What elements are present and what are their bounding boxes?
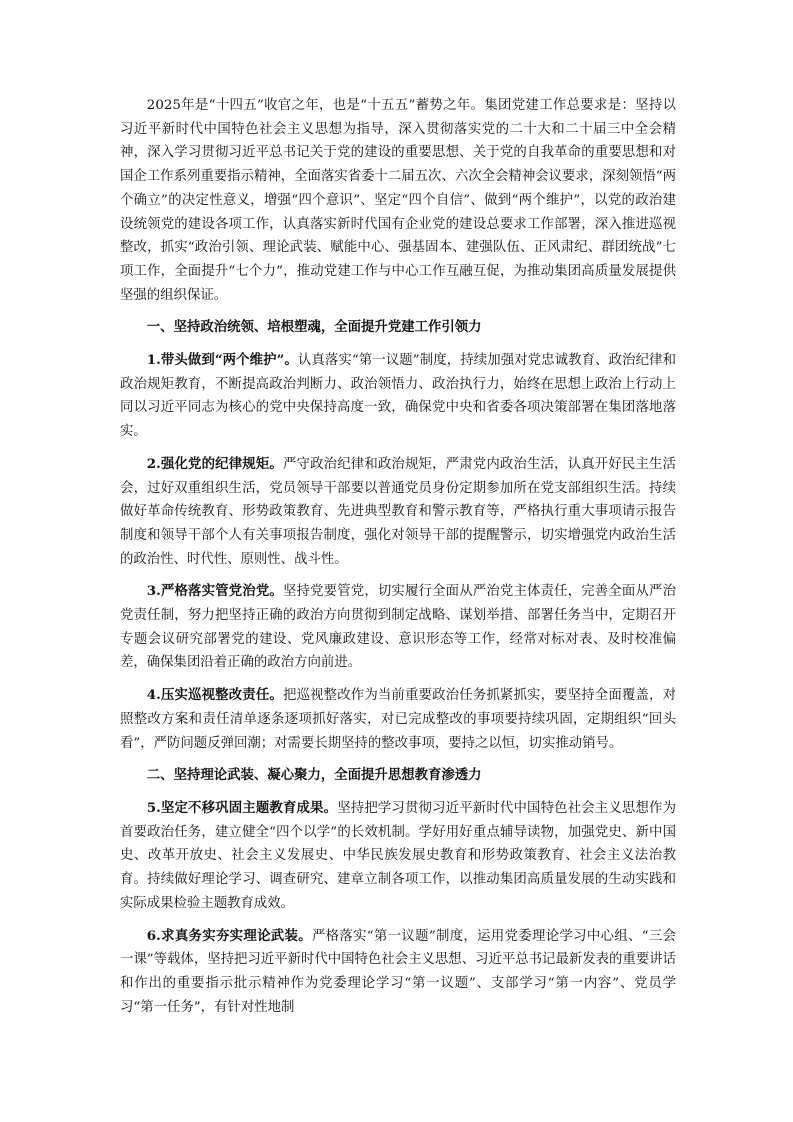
item-body-4: 把巡视整改作为当前重要政治任务抓紧抓实，要坚持全面覆盖，对照整改方案和责任清单逐条逐项抓好落实，对已完成整改的事项要持续巩固，定期组织“回头看”，严防问题反弹回潮；对需要长期坚持的整改事项，要持之以恒，切实推动销号。 <box>120 688 676 751</box>
section-heading-2: 二、坚持理论武装、凝心聚力，全面提升思想教育渗透力 <box>146 767 482 784</box>
item-title-6: 6.求真务实夯实理论武装。 <box>146 927 312 944</box>
item-title-2: 2.强化党的纪律规矩。 <box>146 455 283 472</box>
item-paragraph-2 <box>120 453 676 572</box>
item-title-4: 4.压实巡视整改责任。 <box>146 687 283 704</box>
item-body-1: 认真落实“第一议题”制度，持续加强对党忠诚教育、政治纪律和政治规矩教育，不断提高政治判断力、政治领悟力、政治执行力，始终在思想上政治上行动上同以习近平同志为核心的党中央保持高度一致，确保党中央和省委各项决策部署在集团落地落实。 <box>120 353 676 440</box>
item-paragraph-6 <box>120 925 676 1020</box>
item-body-3: 坚持党要管党，切实履行全面从严治党主体责任，完善全面从严治党责任制，努力把坚持正确的政治方向贯彻到制定战略、谋划举措、部署任务当中，定期召开专题会议研究部署党的建设、党风廉政建设、意识形态等工作，经常对标对表、及时校准偏差，确保集团沿着正确的政治方向前进。 <box>120 584 676 671</box>
item-paragraph-5 <box>120 797 676 916</box>
item-title-5: 5.坚定不移巩固主题教育成果。 <box>146 799 338 816</box>
item-title-1: 1.带头做到“两个维护”。 <box>146 352 298 369</box>
item-paragraph-4 <box>120 684 676 755</box>
section-heading-1: 一、坚持政治统领、培根塑魂，全面提升党建工作引领力 <box>146 319 482 336</box>
item-body-6: 严格落实“第一议题”制度，运用党委理论学习中心组、“三会一课”等载体，坚持把习近平新时代中国特色社会主义思想、习近平总书记最新发表的重要讲话和作出的重要指示批示精神作为党委理论学习“第一议题”、支部学习“第一内容”、党员学习“第一任务”，有针对性地制 <box>120 928 676 1015</box>
item-body-2: 严守政治纪律和政治规矩，严肃党内政治生活，认真开好民主生活会，过好双重组织生活，党员领导干部要以普通党员身份定期参加所在党支部组织生活。持续做好革命传统教育、形势政策教育、先进典型教育和警示教育等，严格执行重大事项请示报告制度和领导干部个人有关事项报告制度，强化对领导干部的提醒警示，切实增强党内政治生活的政治性、时代性、原则性、战斗性。 <box>120 456 676 567</box>
intro-paragraph: 2025年是“十四五”收官之年，也是“十五五”蓄势之年。集团党建工作总要求是：坚持以习近平新时代中国特色社会主义思想为指导，深入贯彻落实党的二十大和二十届三中全会精神，深入学习贯彻习近平总书记关于党的建设的重要思想、关于党的自我革命的重要思想和对国企工作系列重要指示精神，全面落实省委十二届五次、六次全会精神会议要求，深刻领悟“两个确立”的决定性意义，增强“四个意识”、坚定“四个自信”、做到“两个维护”，以党的政治建设统领党的建设各项工作，认真落实新时代国有企业党的建设总要求工作部署，深入推进巡视整改，抓实“政治引领、理论武装、赋能中心、强基固本、建强队伍、正风肃纪、群团统战”七项工作，全面提升“七个力”，推动党建工作与中心工作互融互促，为推动集团高质量发展提供坚强的组织保证。 <box>120 98 676 303</box>
document-page <box>120 0 676 1019</box>
item-paragraph-3 <box>120 580 676 675</box>
item-paragraph-1 <box>120 349 676 444</box>
item-title-3: 3.严格落实管党治党。 <box>146 583 283 600</box>
item-body-5: 坚持把学习贯彻习近平新时代中国特色社会主义思想作为首要政治任务，建立健全“四个以学”的长效机制。学好用好重点辅导读物，加强党史、新中国史、改革开放史、社会主义发展史、中华民族发展史教育和形势政策教育、社会主义法治教育。持续做好理论学习、调查研究、建章立制各项工作，以推动集团高质量发展的生动实践和实际成果检验主题教育成效。 <box>120 800 676 911</box>
